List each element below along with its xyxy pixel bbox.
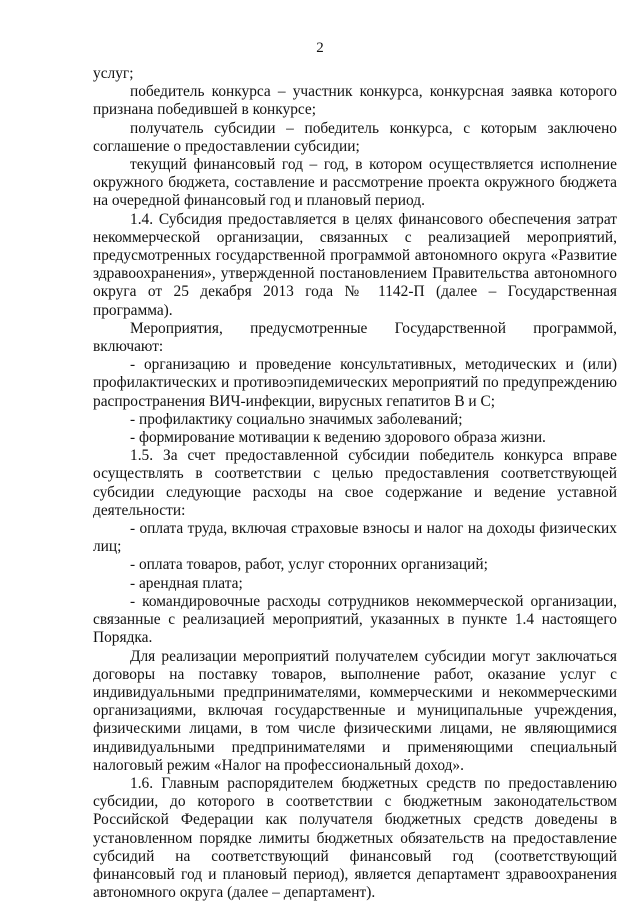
list-item: - организацию и проведение консультативных, методических и (или) профилактических и противоэпидемических мероприятий по предупреждению распространения ВИЧ-инфекции, вирусных гепатитов В и С;	[93, 356, 617, 410]
list-item: - командировочные расходы сотрудников некоммерческой организации, связанные с реализацией мероприятий, указанных в пункте 1.4 настоящего Порядка.	[93, 592, 617, 647]
list-item: - оплата труда, включая страховые взносы и налог на доходы физических лиц;	[93, 520, 617, 556]
paragraph: услуг;	[93, 65, 134, 82]
list-item: - арендная плата;	[130, 574, 243, 592]
paragraph: 1.5. За счет предоставленной субсидии победитель конкурса вправе осуществлять в соответствии с целью предоставления соответствующей субсидии следующие расходы на свое содержание и ведение уставной деятельности:	[93, 447, 617, 519]
document-body	[93, 65, 617, 902]
paragraph: победитель конкурса – участник конкурса, конкурсная заявка которого признана победившей в конкурсе;	[93, 83, 617, 119]
paragraph: Мероприятия, предусмотренные Государственной программой, включают:	[93, 319, 617, 356]
paragraph: Для реализации мероприятий получателем субсидии могут заключаться договоры на поставку товаров, выполнение работ, оказание услуг с индивидуальными предпринимателями, коммерческими и некоммерческими организациями, включая государственные и муниципальные учреждения, физическими лицами, в том числе физическими лицами, не являющимися индивидуальными предпринимателями и применяющими специальный налоговый режим «Налог на профессиональный доход».	[93, 647, 617, 774]
paragraph: текущий финансовый год – год, в котором осуществляется исполнение окружного бюджета, составление и рассмотрение проекта окружного бюджета на очередной финансовый год и плановый период.	[93, 156, 617, 210]
list-item: - оплата товаров, работ, услуг сторонних организаций;	[130, 556, 488, 574]
paragraph: получатель субсидии – победитель конкурса, с которым заключено соглашение о предоставлении субсидии;	[93, 119, 617, 155]
list-item: - профилактику социально значимых заболеваний;	[130, 410, 463, 428]
page-number: 2	[316, 40, 324, 56]
paragraph: 1.6. Главным распорядителем бюджетных средств по предоставлению субсидии, до которого в соответствии с бюджетным законодательством Российской Федерации как получателя бюджетных средств доведены в установленном порядке лимиты бюджетных обязательств на предоставление субсидий на соответствующий финансовый год (соответствующий финансовый год и плановый период), является департамент здравоохранения автономного округа (далее – департамент).	[93, 774, 617, 902]
list-item: - формирование мотивации к ведению здорового образа жизни.	[130, 429, 546, 447]
paragraph: 1.4. Субсидия предоставляется в целях финансового обеспечения затрат некоммерческой организации, связанных с реализацией мероприятий, предусмотренных государственной программой автономного округа «Развитие здравоохранения», утвержденной постановлением Правительства автономного округа от 25 декабря 2013 года № 1142-П (далее – Государственная программа).	[93, 210, 617, 319]
